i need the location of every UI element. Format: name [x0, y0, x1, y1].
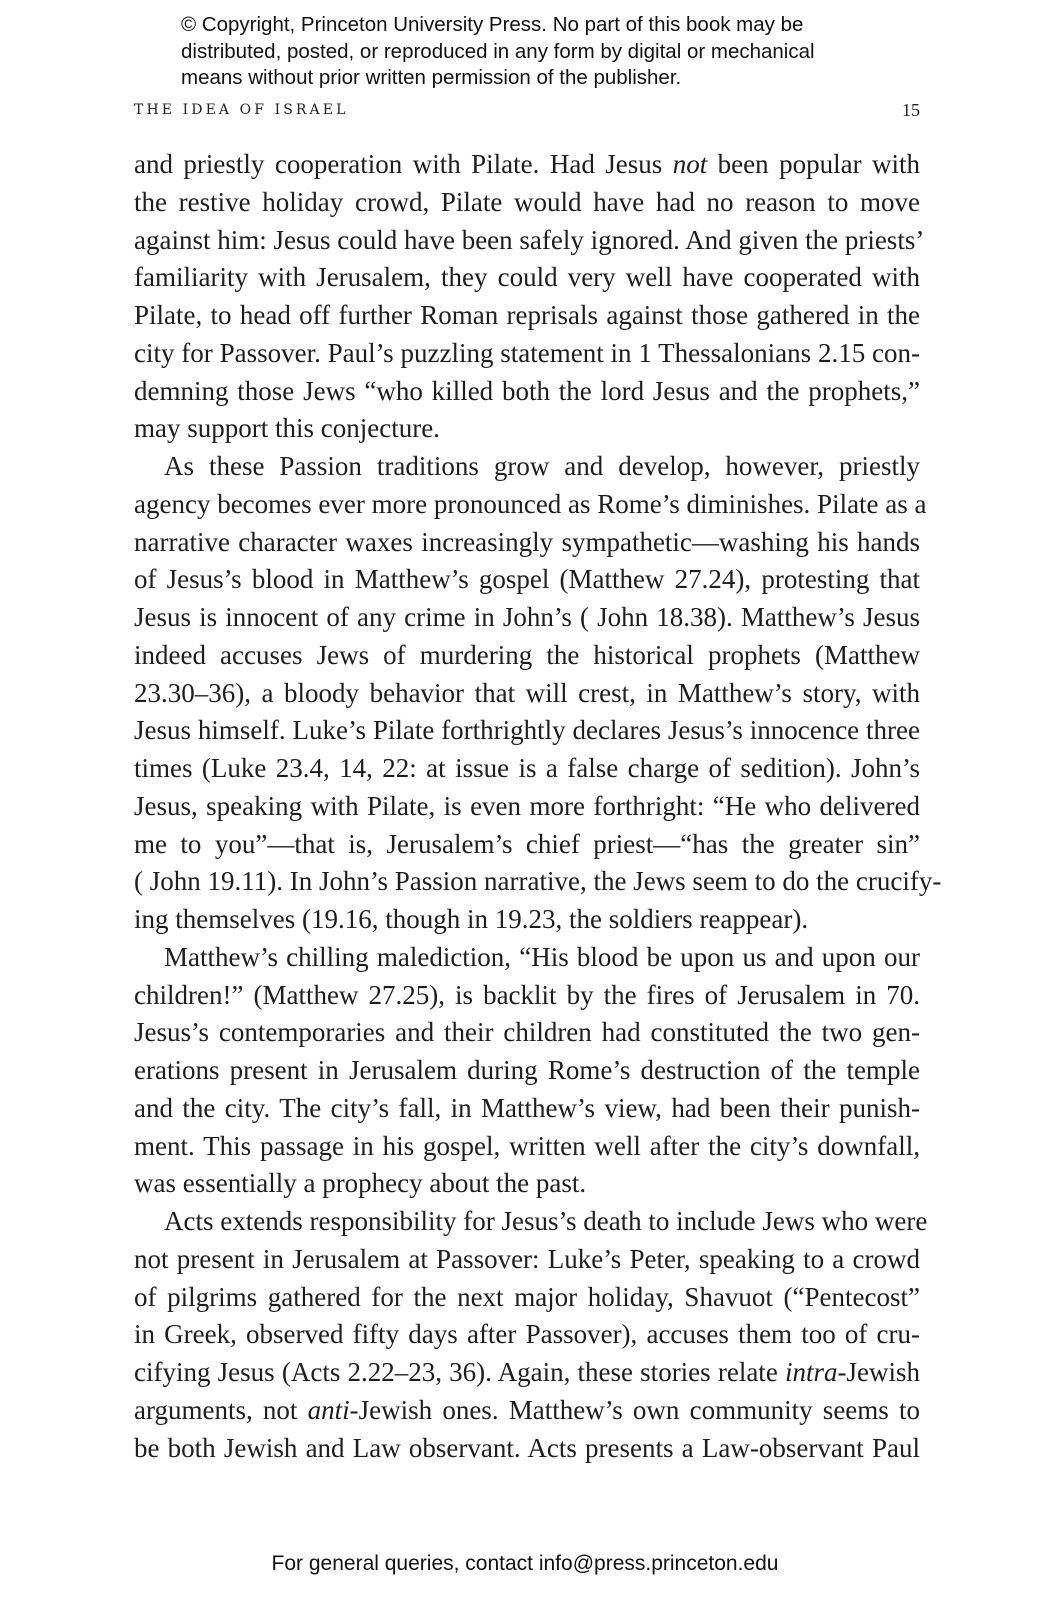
- text-segment: -Jewish ones. Matthew’s own community seems to: [349, 1394, 920, 1425]
- text-segment: and priestly cooperation with Pilate. Had Jesus: [134, 149, 673, 179]
- text-line: Pilate, to head off further Roman reprisals against those gathered in the: [134, 300, 920, 330]
- text-line: demning those Jews “who killed both the lord Jesus and the prophets,”: [134, 375, 920, 406]
- text-line: [134, 1392, 920, 1430]
- text-line: children!” (Matthew 27.25), is backlit by the fires of Jerusalem in 70.: [134, 979, 920, 1010]
- text-line: in Greek, observed fifty days after Passover), accuses them too of cru-: [134, 1319, 920, 1350]
- text-segment: cifying Jesus (Acts 2.22–23, 36). Again, these stories relate: [134, 1357, 785, 1387]
- text-line: [134, 1354, 920, 1392]
- text-line: Jesus is innocent of any crime in John’s ( John 18.38). Matthew’s Jesus: [134, 602, 920, 632]
- text-line: Jesus, speaking with Pilate, is even more forthright: “He who delivered: [134, 790, 920, 821]
- text-line: As these Passion traditions grow and develop, however, priestly: [164, 451, 920, 481]
- copyright-line: © Copyright, Princeton University Press. No part of this book may be: [181, 13, 804, 36]
- text-line: narrative character waxes increasingly sympathetic—washing his hands: [134, 526, 920, 557]
- text-line: [134, 146, 920, 184]
- text-line: Matthew’s chilling malediction, “His blood be upon us and upon our: [164, 941, 920, 972]
- emphasis-text: intra: [784, 1357, 838, 1387]
- text-line: and the city. The city’s fall, in Matthew’s view, had been their punish-: [134, 1092, 920, 1123]
- text-line: Jesus himself. Luke’s Pilate forthrightly declares Jesus’s innocence three: [134, 715, 920, 746]
- text-line: erations present in Jerusalem during Rome’s destruction of the temple: [134, 1055, 920, 1085]
- chapter-title: THE IDEA OF ISRAEL: [134, 102, 349, 118]
- text-line: 23.30–36), a bloody behavior that will crest, in Matthew’s story, with: [134, 677, 920, 708]
- footer-contact: For general queries, contact info@press.princeton.edu: [271, 1552, 779, 1575]
- text-line: Acts extends responsibility for Jesus’s death to include Jews who were: [164, 1206, 928, 1236]
- text-line: be both Jewish and Law observant. Acts presents a Law-observant Paul: [134, 1432, 920, 1463]
- page-number: 15: [902, 100, 920, 120]
- text-segment: been popular with: [707, 149, 920, 179]
- copyright-notice: [181, 12, 941, 92]
- text-line: not present in Jerusalem at Passover: Luke’s Peter, speaking to a crowd: [134, 1243, 920, 1274]
- text-line: the restive holiday crowd, Pilate would have had no reason to move: [134, 186, 920, 217]
- text-line: was essentially a prophecy about the past.: [134, 1168, 587, 1199]
- text-line: of Jesus’s blood in Matthew’s gospel (Matthew 27.24), protesting that: [134, 564, 920, 595]
- copyright-line: means without prior written permission of the publisher.: [181, 66, 682, 89]
- running-head: [134, 100, 920, 124]
- text-line: familiarity with Jerusalem, they could very well have cooperated with: [134, 262, 920, 293]
- text-line: city for Passover. Paul’s puzzling statement in 1 Thessalonians 2.15 con-: [134, 337, 920, 368]
- text-line: ( John 19.11). In John’s Passion narrative, the Jews seem to do the crucify-: [134, 866, 942, 897]
- text-line: Jesus’s contemporaries and their children had constituted the two gen-: [134, 1017, 920, 1048]
- copyright-line: distributed, posted, or reproduced in any form by digital or mechanical: [181, 39, 815, 63]
- emphasis-text: anti: [307, 1394, 350, 1425]
- text-line: ment. This passage in his gospel, written well after the city’s downfall,: [134, 1130, 920, 1161]
- text-line: of pilgrims gathered for the next major holiday, Shavuot (“Pentecost”: [134, 1281, 920, 1312]
- emphasis-text: not: [672, 149, 708, 179]
- text-line: me to you”—that is, Jerusalem’s chief priest—“has the greater sin”: [134, 828, 920, 859]
- text-line: against him: Jesus could have been safely ignored. And given the priests’: [134, 224, 925, 255]
- text-line: indeed accuses Jews of murdering the historical prophets (Matthew: [134, 639, 920, 670]
- text-segment: -Jewish: [837, 1357, 920, 1387]
- text-segment: arguments, not: [134, 1394, 308, 1425]
- text-line: agency becomes ever more pronounced as Rome’s diminishes. Pilate as a: [134, 488, 927, 519]
- text-line: may support this conjecture.: [134, 413, 440, 444]
- text-line: ing themselves (19.16, though in 19.23, the soldiers reappear).: [134, 904, 809, 934]
- text-line: times (Luke 23.4, 14, 22: at issue is a false charge of sedition). John’s: [134, 753, 920, 783]
- body-text: [134, 146, 942, 1467]
